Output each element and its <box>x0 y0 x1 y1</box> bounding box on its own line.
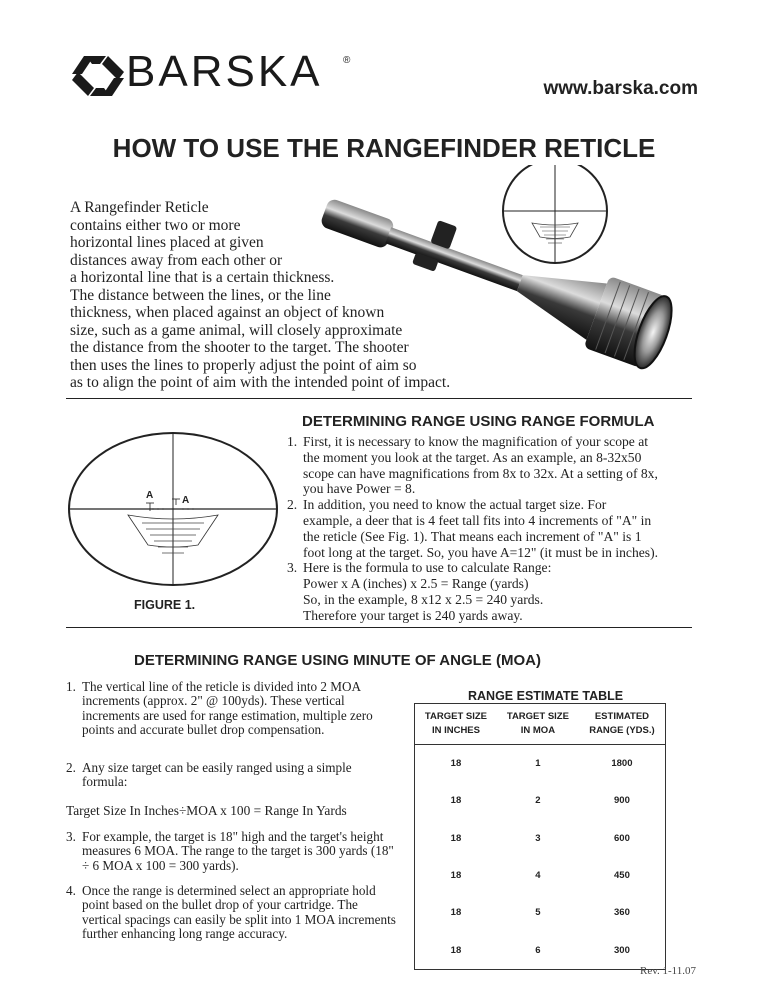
range-estimate-table <box>414 703 666 970</box>
intro-line: a horizontal line that is a certain thickness. <box>70 269 335 286</box>
intro-line: thickness, when placed against an object of known <box>70 304 385 321</box>
table-cell: 6 <box>535 944 541 956</box>
step-line: the moment you look at the target. As an example, an 8-32x50 <box>303 449 642 465</box>
table-cell: 18 <box>450 795 462 807</box>
table-row <box>415 857 665 894</box>
range-table-title: RANGE ESTIMATE TABLE <box>468 689 624 703</box>
intro-line: A Rangefinder Reticle <box>70 199 209 216</box>
step-line: In addition, you need to know the actual target size. For <box>303 497 607 513</box>
section-divider <box>66 627 692 628</box>
step-text: For example, the target is 18" high and the target's height measures 6 MOA. The range to the target is 300 yards (18" ÷ 6 MOA x 100 = 300 yards). <box>82 829 394 873</box>
table-cell: 1 <box>535 758 541 770</box>
table-header: ESTIMATED RANGE (YDS.) <box>579 704 665 745</box>
intro-line: the distance from the shooter to the target. The shooter <box>70 339 409 356</box>
table-row <box>415 820 665 857</box>
registered-mark: ® <box>343 55 351 66</box>
range-formula-steps <box>287 434 697 624</box>
step-item <box>287 560 697 623</box>
moa-title: DETERMINING RANGE USING MINUTE OF ANGLE (MOA) <box>134 652 541 669</box>
table-row <box>415 745 665 783</box>
table-cell: 18 <box>450 944 462 956</box>
step-line: the reticle (See Fig. 1). That means each increment of "A" is 1 <box>303 528 642 544</box>
barska-logo-icon <box>68 52 128 100</box>
table-cell: 900 <box>614 795 630 807</box>
intro-line: distances away from each other or <box>70 251 283 269</box>
intro-line: then uses the lines to properly adjust the point of aim so <box>70 356 417 374</box>
range-formula-title: DETERMINING RANGE USING RANGE FORMULA <box>302 413 655 430</box>
step-line: Here is the formula to use to calculate Range: <box>303 560 552 576</box>
moa-step-1 <box>66 680 396 737</box>
table-cell: 300 <box>614 944 630 956</box>
table-cell: 18 <box>450 907 462 919</box>
table-cell: 2 <box>535 795 541 807</box>
intro-line: size, such as a game animal, will closely approximate <box>70 321 403 339</box>
table-cell: 3 <box>535 832 541 844</box>
step-number: 1. <box>287 434 298 449</box>
table-cell: 1800 <box>611 758 633 770</box>
step-number: 1. <box>66 679 76 694</box>
table-cell: 4 <box>535 870 541 882</box>
step-text: Any size target can be easily ranged using a simple formula: <box>82 760 352 790</box>
table-header: TARGET SIZE IN INCHES <box>415 704 497 745</box>
step-number: 3. <box>287 560 298 576</box>
table-cell: 600 <box>614 832 630 844</box>
step-item <box>287 497 697 560</box>
step-line: First, it is necessary to know the magnification of your scope at <box>303 434 649 449</box>
step-number: 2. <box>287 497 298 513</box>
intro-line: The distance between the lines, or the line <box>70 286 331 304</box>
figure-mark-a: A <box>182 495 190 506</box>
section-divider <box>66 398 692 399</box>
table-row <box>415 931 665 968</box>
table-header: TARGET SIZE IN MOA <box>497 704 579 745</box>
table-cell: 450 <box>614 870 630 882</box>
page-title: HOW TO USE THE RANGEFINDER RETICLE <box>112 133 656 163</box>
table-cell: 5 <box>535 907 541 919</box>
brand-name: BARSKA <box>126 47 323 96</box>
table-row <box>415 782 665 819</box>
intro-line: horizontal lines placed at given <box>70 234 264 251</box>
table-row <box>415 894 665 931</box>
figure1-label: FIGURE 1. <box>134 598 196 612</box>
step-line: example, a deer that is 4 feet tall fits into 4 increments of "A" in <box>303 512 652 528</box>
intro-paragraph <box>70 199 550 392</box>
step-number: 4. <box>66 883 76 898</box>
table-cell: 18 <box>450 758 462 770</box>
step-line: foot long at the target. So, you have A=12" (it must be in inches). <box>303 544 659 560</box>
table-cell: 18 <box>450 870 462 882</box>
moa-step-3 <box>66 830 396 873</box>
figure1-reticle-icon <box>66 427 278 602</box>
step-item <box>287 434 697 497</box>
revision-label: Rev. 1-11.07 <box>639 965 696 977</box>
figure-mark-a: A <box>146 490 154 501</box>
formula-line: Power x A (inches) x 2.5 = Range (yards) <box>303 576 529 592</box>
step-text: Once the range is determined select an appropriate hold point based on the bullet drop of your cartridge. The vertical spacings can easily be split into 1 MOA increments further enhancing long range accuracy. <box>82 883 396 941</box>
intro-line: as to align the point of aim with the intended point of impact. <box>70 374 451 391</box>
table-header-row <box>415 704 665 745</box>
step-number: 2. <box>66 760 76 775</box>
moa-step-4 <box>66 884 396 941</box>
intro-line: contains either two or more <box>70 216 241 234</box>
table-cell: 360 <box>614 907 630 919</box>
step-line: So, in the example, 8 x12 x 2.5 = 240 yards. <box>303 591 544 607</box>
step-text: The vertical line of the reticle is divided into 2 MOA increments (approx. 2" @ 100yds). These vertical increments are used for range estimation, multiple zero points and accurate bullet drop compensation. <box>82 679 373 737</box>
step-line: you have Power = 8. <box>303 481 416 497</box>
step-line: scope can have magnifications from 8x to 32x. At a setting of 8x, <box>303 465 658 481</box>
step-line: Therefore your target is 240 yards away. <box>303 607 523 623</box>
website-link[interactable]: www.barska.com <box>543 78 698 99</box>
moa-formula: Target Size In Inches÷MOA x 100 = Range In Yards <box>66 803 347 818</box>
step-number: 3. <box>66 829 76 844</box>
moa-step-2 <box>66 761 396 790</box>
table-cell: 18 <box>450 832 462 844</box>
